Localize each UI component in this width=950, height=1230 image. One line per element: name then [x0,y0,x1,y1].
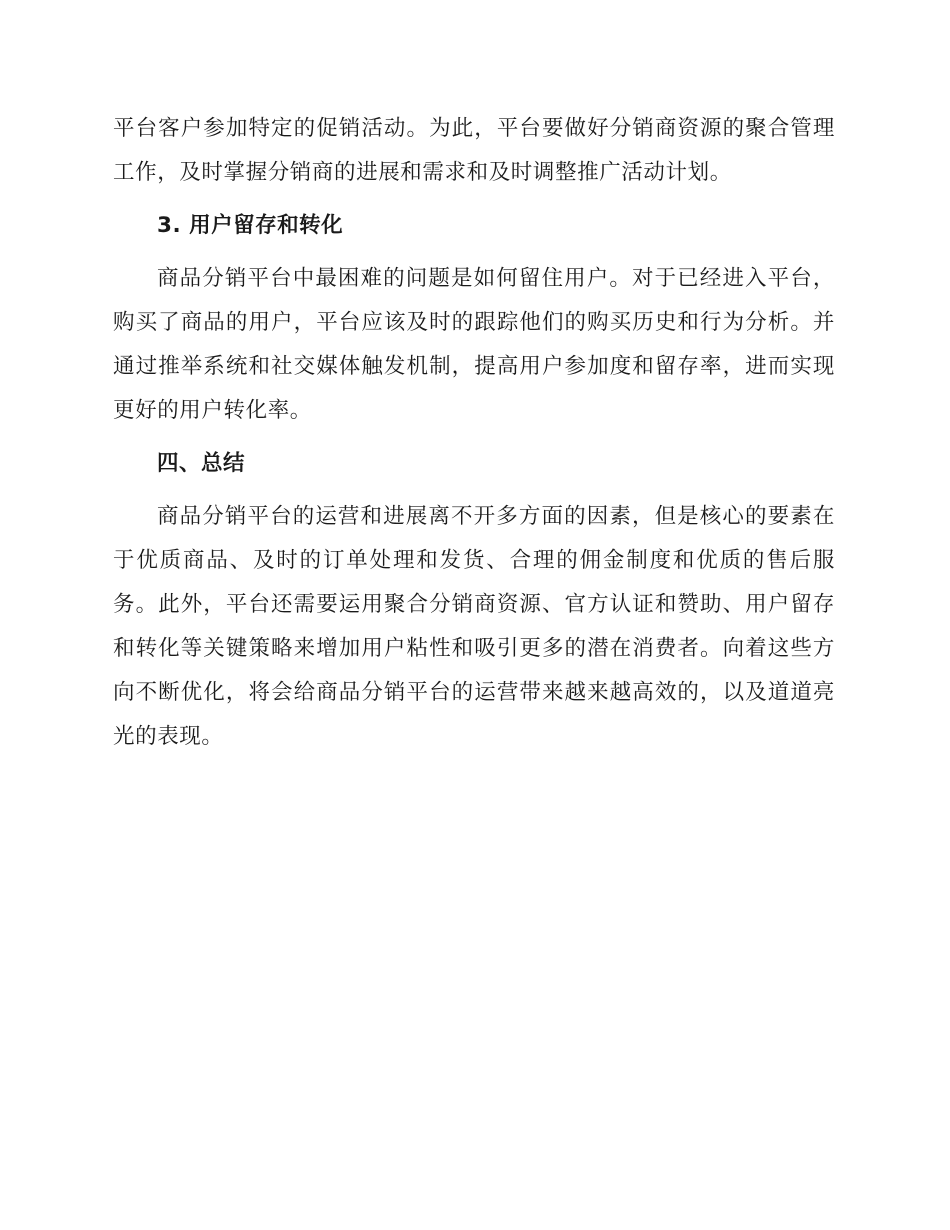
section-heading-user-retention: 3. 用户留存和转化 [157,213,344,238]
paragraph-summary: 商品分销平台的运营和进展离不开多方面的因素，但是核心的要素在于优质商品、及时的订单处理和发货、合理的佣金制度和优质的售后服务。此外，平台还需要运用聚合分销商资源、官方认证和赞助、用户留存和转化等关键策略来增加用户粘性和吸引更多的潜在消费者。向着这些方向不断优化，将会给商品分销平台的运营带来越来越高效的，以及道道亮光的表现。 [113,504,835,749]
section-heading-summary: 四、总结 [157,451,246,476]
paragraph-user-retention: 商品分销平台中最困难的问题是如何留住用户。对于已经进入平台，购买了商品的用户，平台应该及时的跟踪他们的购买历史和行为分析。并通过推举系统和社交媒体触发机制，提高用户参加度和留存率，进而实现更好的用户转化率。 [113,266,835,423]
document-page [113,107,835,759]
paragraph-continued: 平台客户参加特定的促销活动。为此，平台要做好分销商资源的聚合管理工作，及时掌握分销商的进展和需求和及时调整推广活动计划。 [113,116,835,185]
